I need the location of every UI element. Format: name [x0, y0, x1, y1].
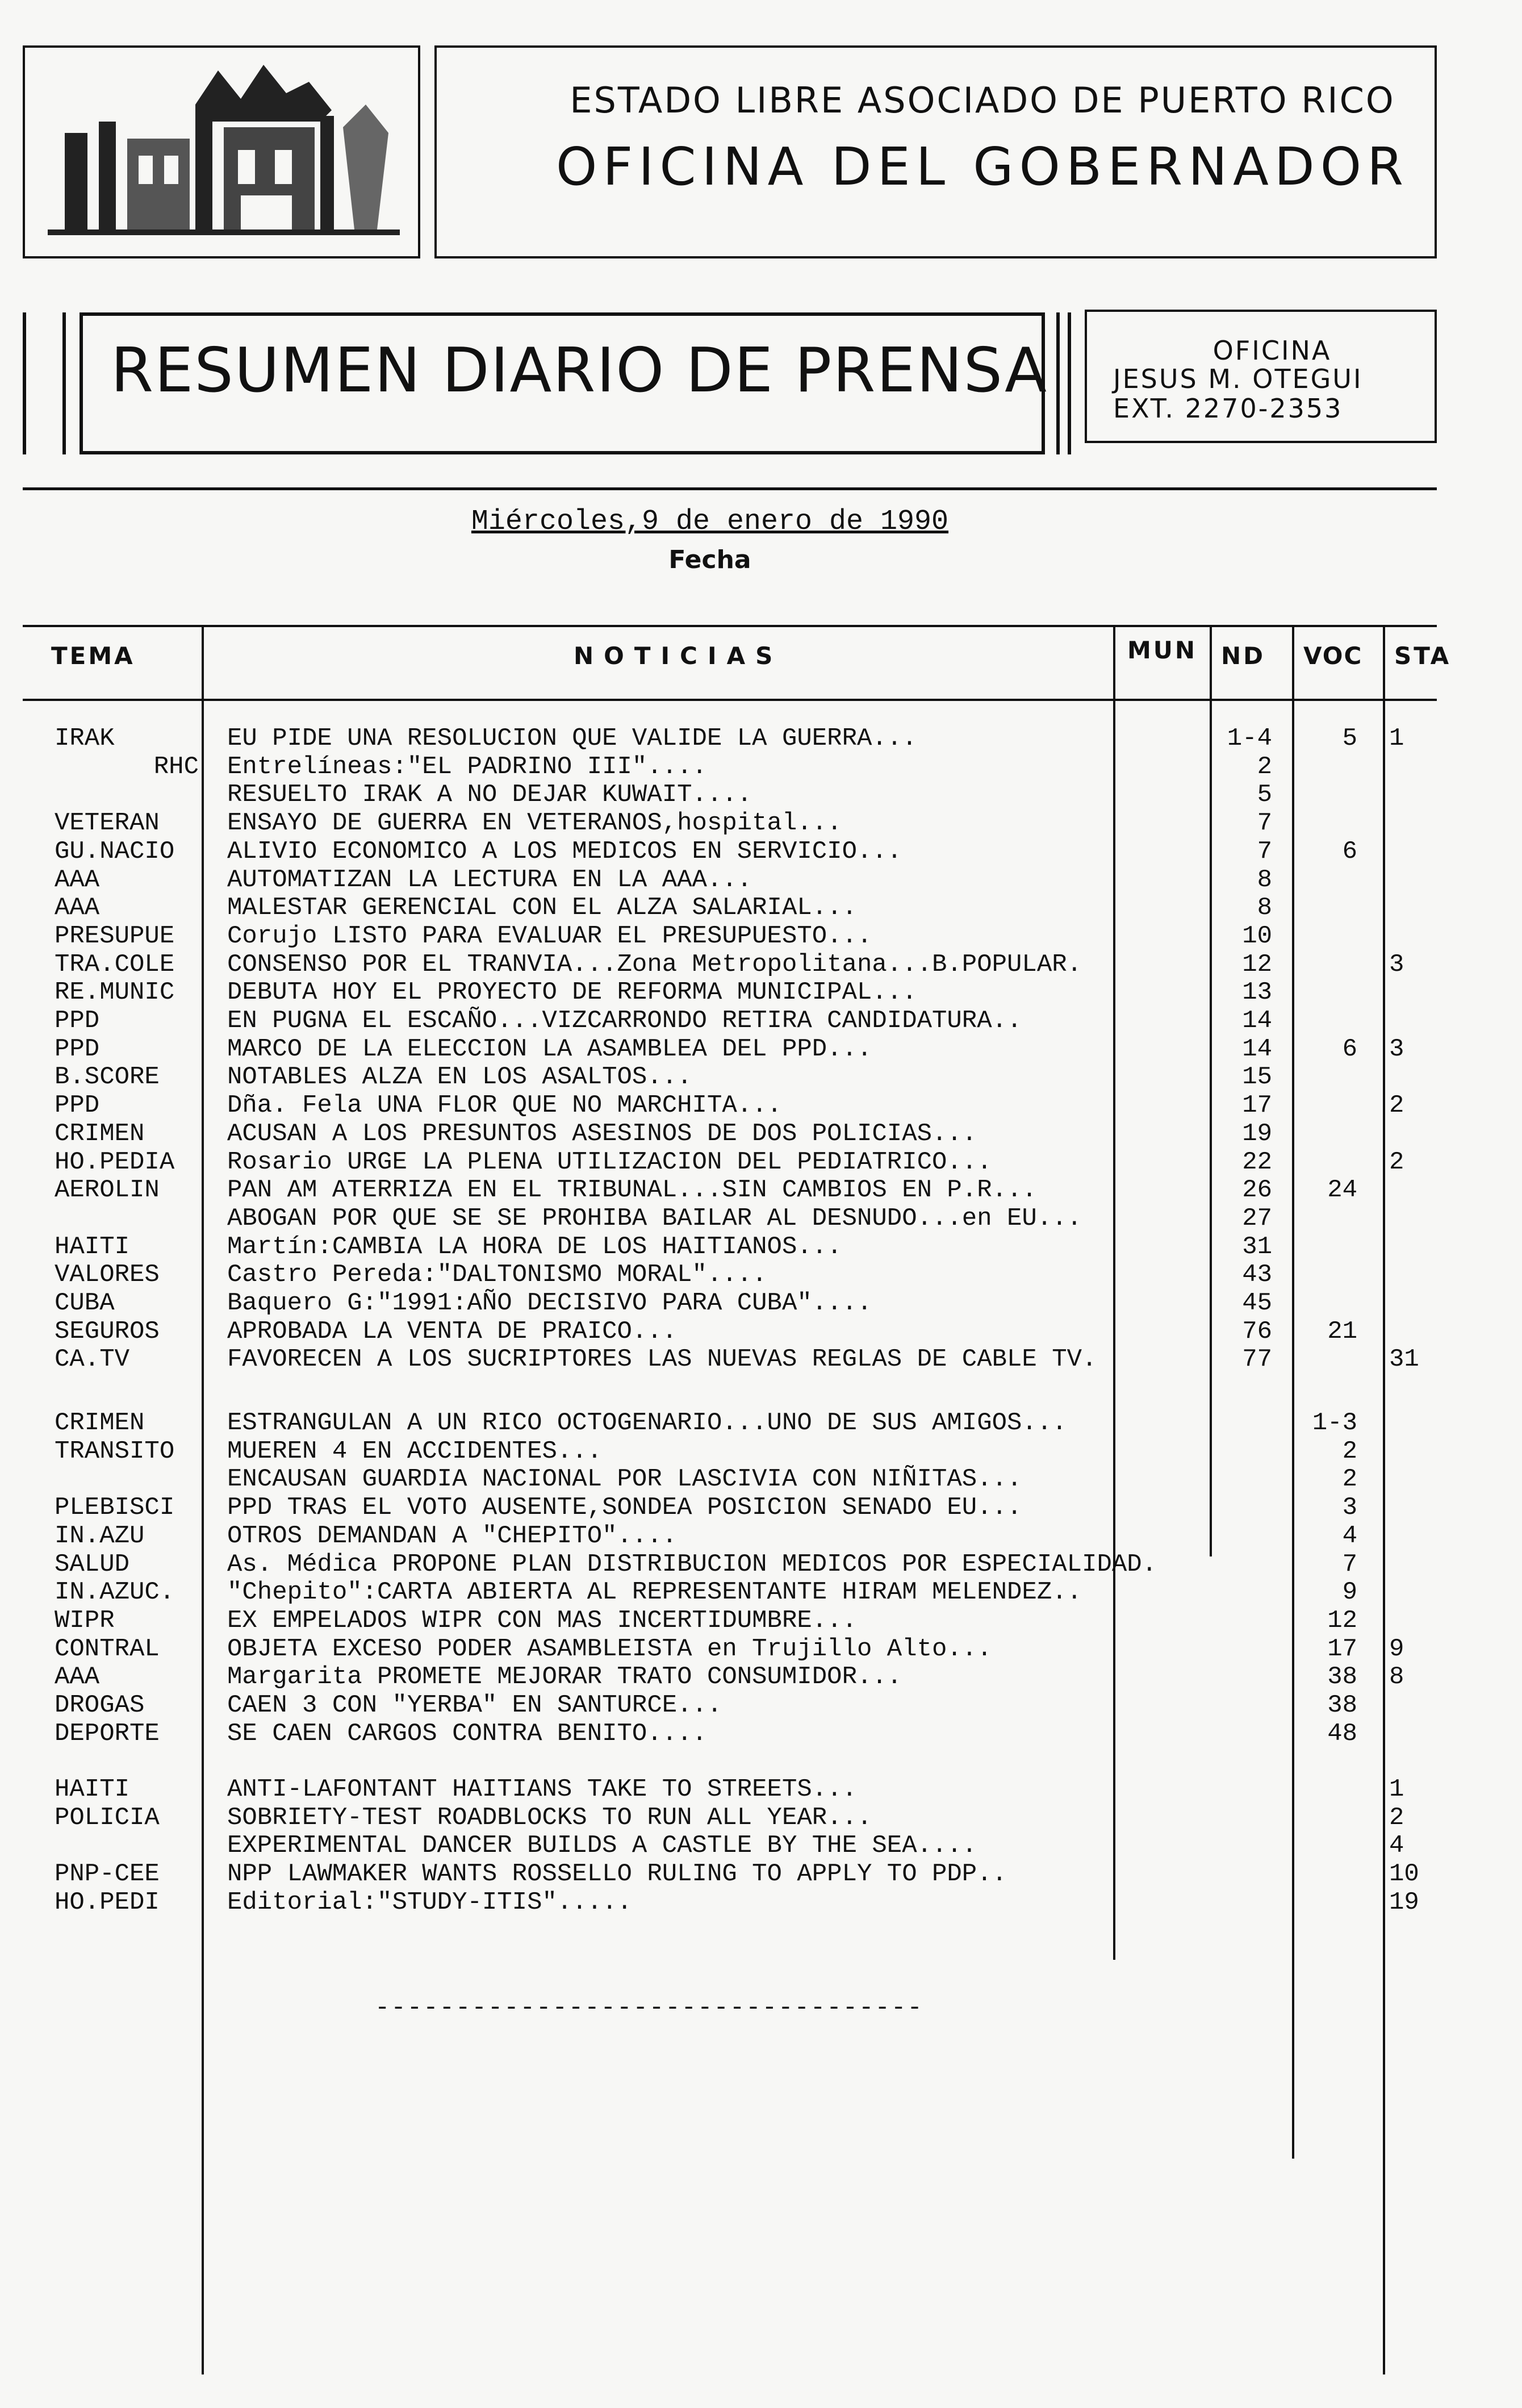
row-noticia: MARCO DE LA ELECCION LA ASAMBLEA DEL PPD... [227, 1035, 872, 1063]
row-voc: 7 [1342, 1550, 1357, 1579]
row-tema: WIPR [55, 1606, 115, 1635]
row-nd: 15 [1242, 1063, 1272, 1091]
row-voc: 48 [1327, 1720, 1357, 1748]
table-row [0, 894, 1437, 922]
row-nd: 17 [1242, 1091, 1272, 1120]
row-tema: PLEBISCI [55, 1493, 175, 1522]
col-header-noticias: NOTICIAS [574, 642, 783, 670]
row-noticia: Corujo LISTO PARA EVALUAR EL PRESUPUESTO... [227, 922, 872, 950]
table-row [0, 922, 1437, 950]
row-tema: CA.TV [55, 1345, 130, 1374]
row-nd: 26 [1242, 1176, 1272, 1204]
table-row [0, 1775, 1437, 1804]
row-nd: 10 [1242, 922, 1272, 950]
row-noticia: Entrelíneas:"EL PADRINO III".... [227, 753, 707, 781]
row-sta: 3 [1389, 950, 1404, 979]
row-tema: PPD [55, 1035, 100, 1063]
row-noticia: ESTRANGULAN A UN RICO OCTOGENARIO...UNO DE SUS AMIGOS... [227, 1409, 1067, 1437]
row-noticia: Baquero G:"1991:AÑO DECISIVO PARA CUBA".... [227, 1289, 872, 1317]
row-tema: AAA [55, 1663, 100, 1691]
row-noticia: Dña. Fela UNA FLOR QUE NO MARCHITA... [227, 1091, 782, 1120]
row-tema: IRAK [55, 724, 115, 753]
row-noticia: PPD TRAS EL VOTO AUSENTE,SONDEA POSICION SENADO EU... [227, 1493, 1022, 1522]
row-noticia: RESUELTO IRAK A NO DEJAR KUWAIT.... [227, 781, 752, 809]
row-tema: IN.AZUC. [55, 1578, 175, 1606]
row-tema: PPD [55, 1091, 100, 1120]
government-name: ESTADO LIBRE ASOCIADO DE PUERTO RICO [570, 80, 1395, 121]
table-row [0, 1493, 1437, 1522]
row-voc: 5 [1342, 724, 1357, 753]
row-voc: 38 [1327, 1663, 1357, 1691]
row-noticia: ALIVIO ECONOMICO A LOS MEDICOS EN SERVICIO... [227, 837, 902, 866]
row-nd: 31 [1242, 1233, 1272, 1261]
row-voc: 1-3 [1312, 1409, 1357, 1437]
table-row [0, 1176, 1437, 1204]
title-rule-right-2 [1068, 312, 1071, 454]
row-sta: 31 [1389, 1345, 1419, 1374]
row-noticia: Rosario URGE LA PLENA UTILIZACION DEL PEDIATRICO... [227, 1148, 992, 1176]
table-header-rule [23, 699, 1437, 701]
row-noticia: Castro Pereda:"DALTONISMO MORAL".... [227, 1261, 767, 1289]
row-nd: 13 [1242, 978, 1272, 1007]
row-tema: HAITI [55, 1775, 130, 1804]
row-nd: 12 [1242, 950, 1272, 979]
row-noticia: CONSENSO POR EL TRANVIA...Zona Metropolitana...B.POPULAR. [227, 950, 1082, 979]
row-voc: 2 [1342, 1437, 1357, 1466]
row-tema: IN.AZU [55, 1522, 145, 1550]
row-voc: 24 [1327, 1176, 1357, 1204]
table-row [0, 1409, 1437, 1437]
row-tema: GU.NACIO [55, 837, 175, 866]
row-tema: RHC [153, 753, 199, 781]
row-sta: 2 [1389, 1148, 1404, 1176]
table-row [0, 1465, 1437, 1493]
row-sta: 1 [1389, 1775, 1404, 1804]
row-nd: 77 [1242, 1345, 1272, 1374]
row-tema: RE.MUNIC [55, 978, 175, 1007]
table-row [0, 1804, 1437, 1832]
row-voc: 12 [1327, 1606, 1357, 1635]
row-noticia: MUEREN 4 EN ACCIDENTES... [227, 1437, 603, 1466]
row-noticia: MALESTAR GERENCIAL CON EL ALZA SALARIAL... [227, 894, 857, 922]
row-tema: VALORES [55, 1261, 160, 1289]
row-voc: 6 [1342, 837, 1357, 866]
col-header-mun: MUN [1127, 636, 1198, 664]
table-row [0, 978, 1437, 1007]
row-noticia: FAVORECEN A LOS SUCRIPTORES LAS NUEVAS REGLAS DE CABLE TV. [227, 1345, 1097, 1374]
row-tema: DEPORTE [55, 1720, 160, 1748]
row-nd: 2 [1257, 753, 1272, 781]
row-tema: PRESUPUE [55, 922, 175, 950]
row-nd: 45 [1242, 1289, 1272, 1317]
row-nd: 27 [1242, 1204, 1272, 1233]
table-row [0, 753, 1437, 781]
row-noticia: ENCAUSAN GUARDIA NACIONAL POR LASCIVIA CON NIÑITAS... [227, 1465, 1022, 1493]
row-voc: 38 [1327, 1691, 1357, 1720]
table-row [0, 1345, 1437, 1374]
row-tema: POLICIA [55, 1804, 160, 1832]
table-row [0, 1204, 1437, 1233]
row-sta: 10 [1389, 1860, 1419, 1888]
row-noticia: PAN AM ATERRIZA EN EL TRIBUNAL...SIN CAMBIOS EN P.R... [227, 1176, 1037, 1204]
office-label: OFICINA [1212, 335, 1332, 366]
row-tema: DROGAS [55, 1691, 145, 1720]
table-row [0, 1233, 1437, 1261]
document-title: RESUMEN DIARIO DE PRENSA [111, 335, 1048, 406]
table-row [0, 1522, 1437, 1550]
table-row [0, 1437, 1437, 1466]
table-row [0, 1860, 1437, 1888]
table-row [0, 1831, 1437, 1860]
row-nd: 14 [1242, 1035, 1272, 1063]
col-header-voc: VOC [1303, 642, 1363, 670]
row-tema: SALUD [55, 1550, 130, 1579]
table-row [0, 781, 1437, 809]
date-value: Miércoles,9 de enero de 1990 [471, 506, 949, 538]
row-nd: 22 [1242, 1148, 1272, 1176]
row-sta: 8 [1389, 1663, 1404, 1691]
row-sta: 19 [1389, 1888, 1419, 1917]
office-extension: EXT. 2270-2353 [1113, 393, 1343, 424]
table-row [0, 809, 1437, 837]
row-nd: 76 [1242, 1317, 1272, 1346]
row-voc: 4 [1342, 1522, 1357, 1550]
row-noticia: Martín:CAMBIA LA HORA DE LOS HAITIANOS... [227, 1233, 842, 1261]
row-noticia: EXPERIMENTAL DANCER BUILDS A CASTLE BY THE SEA.... [227, 1831, 977, 1860]
row-sta: 2 [1389, 1804, 1404, 1832]
row-tema: CRIMEN [55, 1120, 145, 1148]
table-top-rule [23, 625, 1437, 627]
office-name: OFICINA DEL GOBERNADOR [555, 136, 1410, 197]
row-noticia: DEBUTA HOY EL PROYECTO DE REFORMA MUNICIPAL... [227, 978, 917, 1007]
table-row [0, 1289, 1437, 1317]
table-row [0, 1317, 1437, 1346]
title-rule-left-1 [23, 312, 26, 454]
row-noticia: Margarita PROMETE MEJORAR TRATO CONSUMIDOR... [227, 1663, 902, 1691]
fortaleza-building-logo [25, 48, 418, 256]
row-tema: TRANSITO [55, 1437, 175, 1466]
row-tema: HO.PEDI [55, 1888, 160, 1917]
row-noticia: NOTABLES ALZA EN LOS ASALTOS... [227, 1063, 692, 1091]
row-voc: 21 [1327, 1317, 1357, 1346]
table-row [0, 1550, 1437, 1579]
table-row [0, 1091, 1437, 1120]
row-tema: PPD [55, 1007, 100, 1035]
row-noticia: "Chepito":CARTA ABIERTA AL REPRESENTANTE HIRAM MELENDEZ.. [227, 1578, 1082, 1606]
table-row [0, 1007, 1437, 1035]
row-noticia: OBJETA EXCESO PODER ASAMBLEISTA en Trujillo Alto... [227, 1635, 992, 1663]
title-rule-left-2 [62, 312, 66, 454]
row-tema: SEGUROS [55, 1317, 160, 1346]
row-noticia: APROBADA LA VENTA DE PRAICO... [227, 1317, 678, 1346]
row-sta: 3 [1389, 1035, 1404, 1063]
table-row [0, 1606, 1437, 1635]
row-sta: 4 [1389, 1831, 1404, 1860]
row-voc: 9 [1342, 1578, 1357, 1606]
row-noticia: EX EMPELADOS WIPR CON MAS INCERTIDUMBRE... [227, 1606, 857, 1635]
row-nd: 14 [1242, 1007, 1272, 1035]
row-tema: CONTRAL [55, 1635, 160, 1663]
row-noticia: ENSAYO DE GUERRA EN VETERANOS,hospital... [227, 809, 842, 837]
table-row [0, 1120, 1437, 1148]
row-tema: AAA [55, 866, 100, 894]
table-row [0, 837, 1437, 866]
row-tema: AEROLIN [55, 1176, 160, 1204]
row-tema: PNP-CEE [55, 1860, 160, 1888]
logo-frame [23, 45, 420, 258]
row-tema: VETERAN [55, 809, 160, 837]
table-row [0, 1888, 1437, 1917]
row-tema: HO.PEDIA [55, 1148, 175, 1176]
row-noticia: NPP LAWMAKER WANTS ROSSELLO RULING TO APPLY TO PDP.. [227, 1860, 1007, 1888]
table-row [0, 1063, 1437, 1091]
row-nd: 8 [1257, 894, 1272, 922]
row-voc: 17 [1327, 1635, 1357, 1663]
footer-dash-line: ---------------------------------- [375, 1994, 923, 2022]
row-voc: 6 [1342, 1035, 1357, 1063]
row-voc: 2 [1342, 1465, 1357, 1493]
row-sta: 1 [1389, 724, 1404, 753]
row-noticia: ABOGAN POR QUE SE SE PROHIBA BAILAR AL DESNUDO...en EU... [227, 1204, 1082, 1233]
row-tema: CRIMEN [55, 1409, 145, 1437]
row-tema: CUBA [55, 1289, 115, 1317]
table-row [0, 1720, 1437, 1748]
row-nd: 8 [1257, 866, 1272, 894]
header-separator [23, 487, 1437, 490]
row-noticia: SE CAEN CARGOS CONTRA BENITO.... [227, 1720, 707, 1748]
row-nd: 1-4 [1227, 724, 1272, 753]
table-row [0, 1691, 1437, 1720]
col-header-tema: TEMA [51, 642, 135, 670]
row-tema: HAITI [55, 1233, 130, 1261]
row-noticia: AUTOMATIZAN LA LECTURA EN LA AAA... [227, 866, 752, 894]
col-header-nd: ND [1221, 642, 1266, 670]
row-noticia: EU PIDE UNA RESOLUCION QUE VALIDE LA GUERRA... [227, 724, 917, 753]
office-contact-name: JESUS M. OTEGUI [1113, 364, 1363, 394]
row-nd: 5 [1257, 781, 1272, 809]
date-label: Fecha [668, 545, 751, 574]
row-noticia: OTROS DEMANDAN A "CHEPITO".... [227, 1522, 678, 1550]
row-tema: AAA [55, 894, 100, 922]
table-row [0, 1635, 1437, 1663]
table-row [0, 1035, 1437, 1063]
row-tema: B.SCORE [55, 1063, 160, 1091]
row-nd: 43 [1242, 1261, 1272, 1289]
title-rule-right-1 [1056, 312, 1060, 454]
table-row [0, 1261, 1437, 1289]
row-noticia: SOBRIETY-TEST ROADBLOCKS TO RUN ALL YEAR... [227, 1804, 872, 1832]
col-header-sta: STA [1394, 642, 1452, 670]
row-nd: 7 [1257, 837, 1272, 866]
table-row [0, 1578, 1437, 1606]
table-row [0, 1663, 1437, 1691]
table-row [0, 950, 1437, 979]
row-noticia: Editorial:"STUDY-ITIS"..... [227, 1888, 632, 1917]
row-noticia: ANTI-LAFONTANT HAITIANS TAKE TO STREETS... [227, 1775, 857, 1804]
table-row [0, 724, 1437, 753]
table-row [0, 1148, 1437, 1176]
row-sta: 2 [1389, 1091, 1404, 1120]
row-noticia: CAEN 3 CON "YERBA" EN SANTURCE... [227, 1691, 722, 1720]
row-noticia: ACUSAN A LOS PRESUNTOS ASESINOS DE DOS POLICIAS... [227, 1120, 977, 1148]
row-nd: 19 [1242, 1120, 1272, 1148]
row-nd: 7 [1257, 809, 1272, 837]
row-voc: 3 [1342, 1493, 1357, 1522]
table-row [0, 866, 1437, 894]
row-noticia: As. Médica PROPONE PLAN DISTRIBUCION MEDICOS POR ESPECIALIDAD. [227, 1550, 1157, 1579]
row-noticia: EN PUGNA EL ESCAÑO...VIZCARRONDO RETIRA CANDIDATURA.. [227, 1007, 1022, 1035]
row-sta: 9 [1389, 1635, 1404, 1663]
row-tema: TRA.COLE [55, 950, 175, 979]
